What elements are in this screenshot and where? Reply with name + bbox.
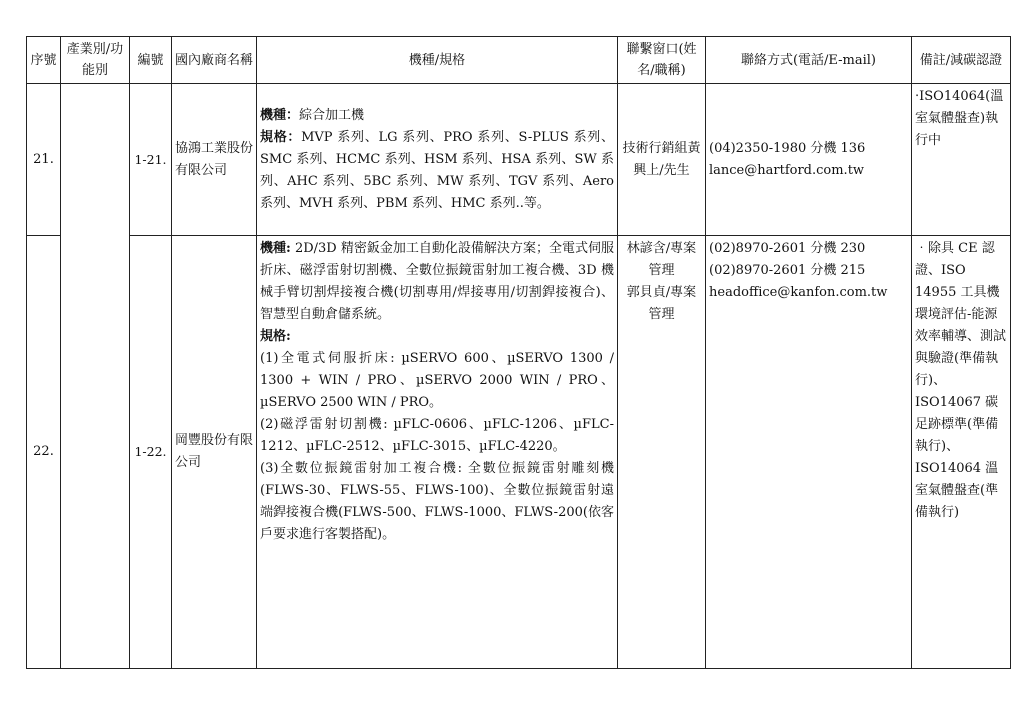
- model-text: 2D/3D 精密鈑金加工自動化設備解決方案；全電式伺服折床、磁浮雷射切割機、全數位振鏡雷射加工複合機、3D 機械手臂切割焊接複合機(切割專用/焊接專用/切割銲接複合)、智慧型自動倉儲系統。: [260, 241, 614, 322]
- header-company: 國內廠商名稱: [172, 37, 257, 84]
- row-notes: ‧除具 CE 認證、ISO 14955 工具機環境評估-能源效率輔導、測試與驗證(準備執行)、ISO14067 碳足跡標準(準備執行)、ISO14064 溫室氣體盤查(準備執行): [912, 236, 1011, 669]
- row-industry: [61, 84, 130, 669]
- spec-label: 規格：: [260, 129, 302, 145]
- phone: (02)8970-2601 分機 230: [709, 241, 866, 256]
- row-company: 岡豐股份有限公司: [172, 236, 257, 669]
- model-label: 機種:: [260, 241, 291, 256]
- contact-person: 林諺含/專案管理: [626, 241, 697, 278]
- row-spec: [257, 84, 618, 236]
- header-row: [27, 37, 1011, 84]
- contact-person: 郭貝貞/專案管理: [626, 285, 697, 322]
- row-company: 協鴻工業股份有限公司: [172, 84, 257, 236]
- spec-label: 規格:: [260, 329, 291, 344]
- header-contact-window: 聯繫窗口(姓名/職稱): [618, 37, 706, 84]
- header-spec: 機種/規格: [257, 37, 618, 84]
- header-industry: 產業別/功能別: [61, 37, 130, 84]
- spec-item: (2)磁浮雷射切割機: µFLC-0606、µFLC-1206、µFLC-1212、µFLC-2512、µFLC-3015、µFLC-4220。: [260, 417, 614, 454]
- email: headoffice@kanfon.com.tw: [709, 285, 888, 300]
- phone: (04)2350-1980 分機 136: [709, 140, 866, 156]
- table-row: [27, 84, 1011, 236]
- row-seq: 21.: [27, 84, 61, 236]
- row-seq: 22.: [27, 236, 61, 669]
- model-text: 綜合加工機: [299, 107, 365, 123]
- spec-item: (1)全電式伺服折床: µSERVO 600、µSERVO 1300 / 1300 + WIN / PRO、µSERVO 2000 WIN / PRO、µSERVO 2500 WIN / PRO。: [260, 351, 614, 410]
- row-contact-window: [618, 236, 706, 669]
- row-notes: ‧ISO14064(溫室氣體盤查)執行中: [912, 84, 1011, 236]
- vendor-table: [26, 36, 1011, 669]
- spec-text: MVP 系列、LG 系列、PRO 系列、S-PLUS 系列、SMC 系列、HCMC 系列、HSM 系列、HSA 系列、SW 系列、AHC 系列、5BC 系列、MW 系列、TGV 系列、Aero 系列、MVH 系列、PBM 系列、HMC 系列..等。: [260, 129, 614, 211]
- spec-item: (3)全數位振鏡雷射加工複合機: 全數位振鏡雷射雕刻機(FLWS-30、FLWS-55、FLWS-100)、全數位振鏡雷射遠端銲接複合機(FLWS-500、FLWS-1000、FLWS-200(依客戶要求進行客製搭配)。: [260, 461, 614, 542]
- header-notes: 備註/減碳認證: [912, 37, 1011, 84]
- header-code: 編號: [130, 37, 172, 84]
- table-row: [27, 236, 1011, 669]
- row-contact-info: [706, 236, 912, 669]
- row-spec: [257, 236, 618, 669]
- phone: (02)8970-2601 分機 215: [709, 263, 866, 278]
- header-contact-info: 聯絡方式(電話/E-mail): [706, 37, 912, 84]
- row-code: 1-21.: [130, 84, 172, 236]
- row-contact-window: 技術行銷組黃興上/先生: [618, 84, 706, 236]
- row-contact-info: [706, 84, 912, 236]
- model-label: 機種：: [260, 107, 300, 123]
- email: lance@hartford.com.tw: [709, 162, 865, 178]
- header-seq: 序號: [27, 37, 61, 84]
- row-code: 1-22.: [130, 236, 172, 669]
